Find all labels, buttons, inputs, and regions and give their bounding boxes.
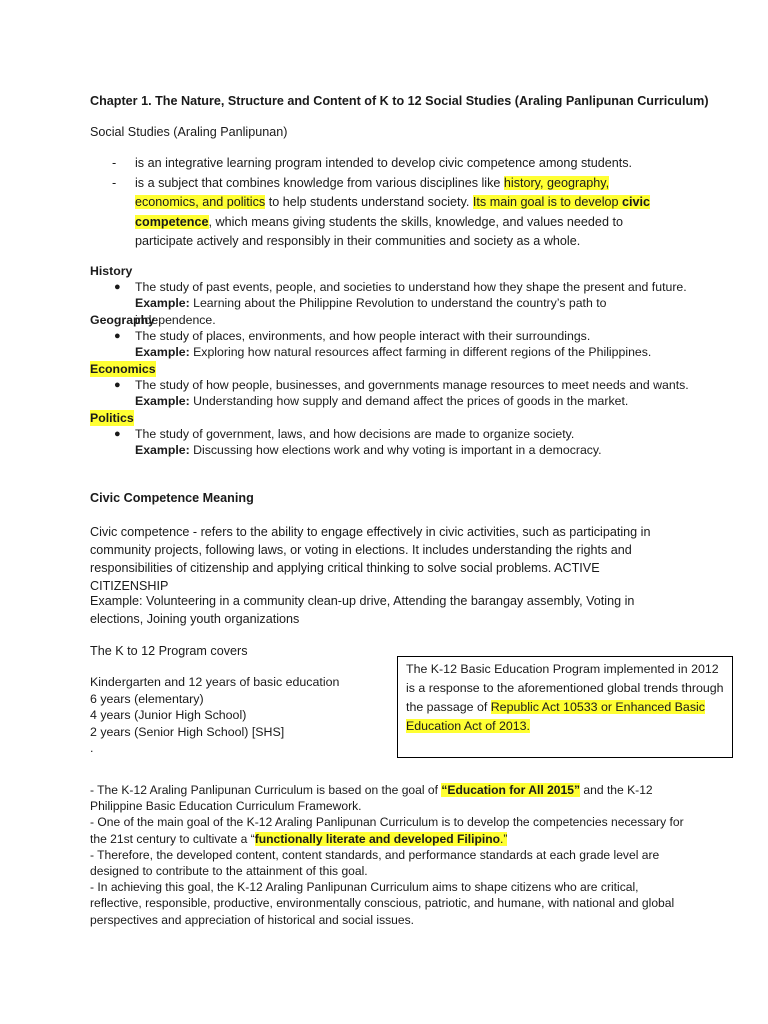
bullet-icon: ● [114, 330, 121, 343]
goal-text: - The K-12 Araling Panlipunan Curriculum is based on the goal of [90, 783, 442, 797]
years-line: 6 years (elementary) [90, 691, 204, 706]
topic-bullet [90, 328, 690, 360]
years-line: . [90, 741, 94, 755]
topic-description: The study of how people, businesses, and governments manage resources to meet needs and wants. [135, 378, 689, 393]
example-label: Example: [135, 443, 190, 458]
topic-example: Exploring how natural resources affect farming in different regions of the Philippines. [189, 345, 652, 360]
goal-paragraph: - In achieving this goal, the K-12 Araling Panlipunan Curriculum aims to shape citizens who are critical, reflective, responsible, productive, environmentally conscious, patriotic, and humane, with national and global perspectives and appreciation of historical and social issues. [90, 880, 675, 927]
education-for-all-highlight: “Education for All 2015” [441, 783, 581, 797]
topic-description: The study of government, laws, and how decisions are made to organize society. [135, 427, 575, 442]
goal-text: and the K-12 Philippine Basic Education Curriculum Framework. [90, 783, 653, 814]
dash-marker: - [112, 175, 117, 190]
goal-text: Its main goal is to develop [472, 195, 623, 209]
goal-paragraph [90, 814, 690, 846]
example-label: Example: [135, 296, 190, 311]
topic-politics [90, 410, 690, 459]
topic-example: Learning about the Philippine Revolution to understand the country’s path to independence. [135, 296, 607, 327]
highlighted-disciplines: history, geography, economics, and politics [135, 175, 610, 209]
topic-economics [90, 361, 690, 410]
chapter-title: Chapter 1. The Nature, Structure and Content of K to 12 Social Studies (Araling Panlipunan Curriculum) [90, 94, 709, 108]
callout-text: The K-12 Basic Education Program implemented in 2012 is a response to the aforementioned global trends through the passage of [406, 662, 724, 714]
republic-act-highlight: Republic Act 10533 or Enhanced Basic Education Act of 2013. [406, 700, 705, 733]
section-subtitle: Social Studies (Araling Panlipunan) [90, 125, 288, 139]
goal-paragraph: - Therefore, the developed content, content standards, and performance standards at each grade level are designed to contribute to the attainment of this goal. [90, 847, 660, 879]
definition-item [90, 154, 670, 174]
functionally-literate-highlight: functionally literate and developed Filipino [254, 831, 500, 846]
civic-competence-definition: Civic competence - refers to the ability to engage effectively in civic activities, such as participating in community projects, following laws, or voting in elections. It includes understanding the rights and responsibilities of citizenship and applying critical thinking to solve social problems. ACTIVE CITIZENSHIP [90, 525, 651, 593]
definition-text: is a subject that combines knowledge from various disciplines like [135, 175, 504, 190]
example-label: Example: [135, 394, 190, 409]
definition-text: , which means giving students the skills, knowledge, and values needed to participate actively and responsibly in their communities and society as a whole. [135, 214, 623, 248]
goal-text: .” [499, 831, 508, 846]
ra-10533-callout-box [397, 656, 733, 758]
curriculum-goals [90, 782, 690, 928]
bullet-icon: ● [114, 281, 121, 294]
example-label: Example: [135, 345, 190, 360]
definition-text: is an integrative learning program intended to develop civic competence among students. [135, 156, 633, 170]
topic-heading: Economics [90, 362, 156, 376]
topic-geography [90, 312, 690, 361]
topic-example: Discussing how elections work and why voting is important in a democracy. [189, 443, 602, 458]
bullet-icon: ● [114, 379, 121, 392]
topic-description: The study of places, environments, and how people interact with their surroundings. [135, 329, 591, 344]
topic-bullet [90, 377, 690, 409]
goal-paragraph [90, 782, 690, 814]
topic-description: The study of past events, people, and societies to understand how they shape the present and future. [135, 280, 687, 295]
civic-competence-example: Example: Volunteering in a community clean-up drive, Attending the barangay assembly, Voting in elections, Joining youth organizations [90, 594, 635, 626]
program-covers-label: The K to 12 Program covers [90, 644, 248, 658]
topic-heading: Geography [90, 313, 155, 327]
civic-competence-term: civic competence [135, 195, 651, 229]
years-line: Kindergarten and 12 years of basic education [90, 675, 340, 689]
program-years [90, 674, 339, 757]
goal-text: - One of the main goal of the K-12 Araling Panlipunan Curriculum is to develop the competencies necessary for the 21st century to cultivate a “ [90, 815, 684, 846]
dash-marker: - [112, 156, 117, 170]
definition-list [90, 154, 670, 252]
topic-heading: Politics [90, 411, 134, 425]
definition-item [90, 174, 670, 252]
years-line: 4 years (Junior High School) [90, 708, 247, 722]
years-line: 2 years (Senior High School) [SHS] [90, 724, 285, 739]
topic-heading: History [90, 264, 133, 278]
civic-competence-heading: Civic Competence Meaning [90, 491, 254, 505]
definition-text: to help students understand society. [265, 195, 473, 209]
topic-example: Understanding how supply and demand affect the prices of goods in the market. [189, 394, 629, 409]
topic-bullet [90, 426, 690, 458]
bullet-icon: ● [114, 428, 121, 441]
